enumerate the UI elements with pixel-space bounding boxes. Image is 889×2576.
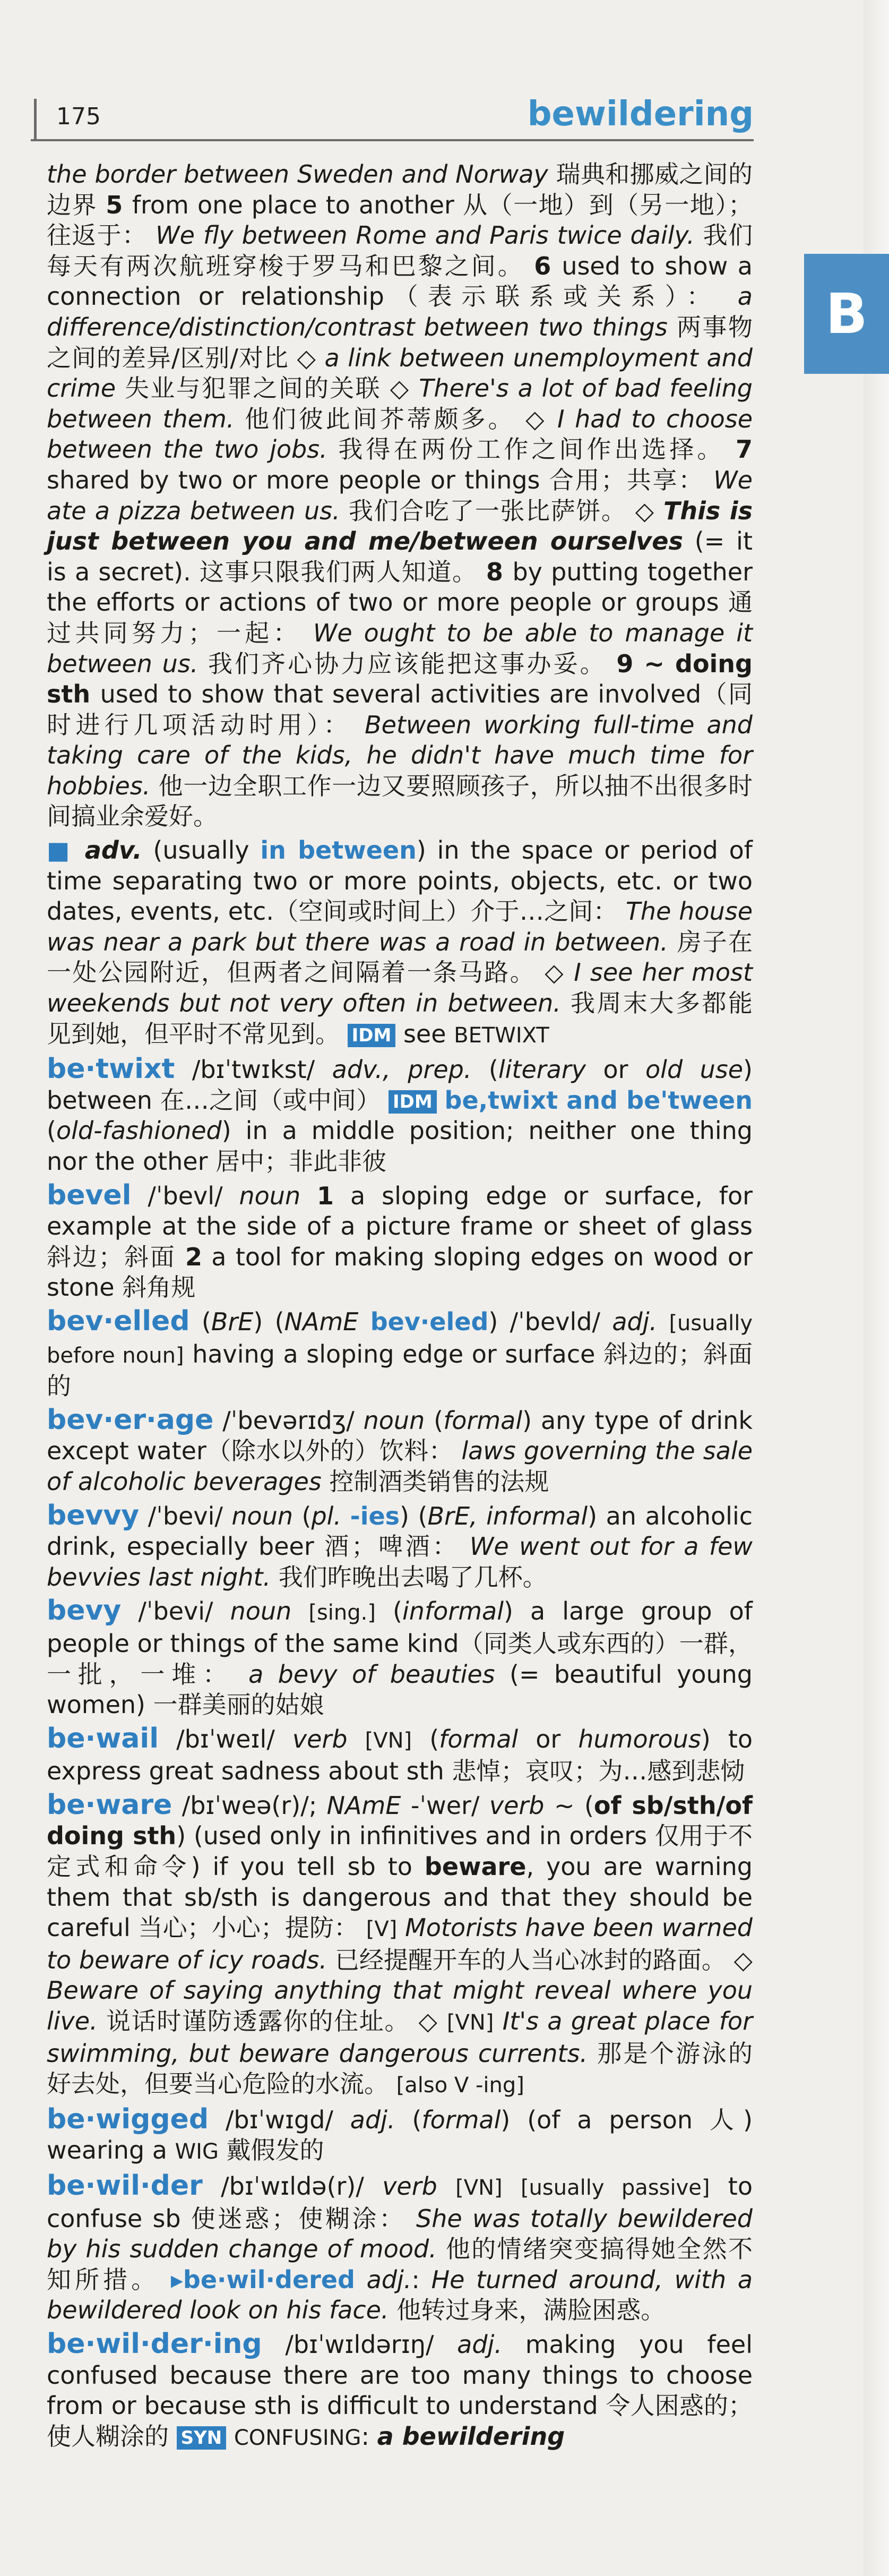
grammar-code: [VN] [446,2010,494,2035]
italic-text: BrE, informal [427,1501,588,1530]
entry-text: ( [375,1597,403,1626]
derived-form: bev·eled [370,1307,489,1336]
italic-text: the border between Sweden and Norway [47,160,556,189]
italic-text: verb [382,2172,437,2201]
running-head: bewildering [527,95,754,134]
headword: bevel [47,1179,132,1211]
entry-text: ( [471,1055,498,1084]
italic-text: adj. [457,2330,502,2359]
entry-text [358,1307,370,1336]
headword: be·twixt [47,1053,175,1085]
cross-reference: CONFUSING [234,2425,361,2450]
entry-text: (= beautiful young women) 一群美丽的姑娘 [47,1659,753,1719]
entry-text: 已经提醒开车的人当心冰封的路面。 ◇ [327,1945,753,1974]
grammar-code: [usually passive] [520,2176,710,2200]
bold-text: 5 [106,190,132,219]
dictionary-entry [47,1405,753,1497]
italic-text: We fly between Rome and Paris twice daily. [156,221,695,250]
entry-text: 我们齐心协力应该能把这事办妥。 [198,649,617,678]
page-edge [864,0,889,2576]
entry-text: /bɪˈwɪldə(r)/ [202,2172,383,2201]
entry-text [355,2265,367,2294]
entry-text: ~ ( [544,1791,594,1820]
entry-text: used to show that several activities are involved（同时进行几项活动时用）： [47,680,753,739]
italic-text: adj. [366,2265,412,2294]
bold-text: 7 [735,435,753,464]
italic-text: a difference/distinction/contrast between two things [47,282,753,341]
italic-text: She was totally bewildered by his sudden change of mood. [47,2204,753,2264]
italic-text: formal [421,2105,501,2134]
italic-text: verb [489,1791,545,1820]
entry-text: 我们合吃了一张比萨饼。 ◇ [340,496,663,525]
italic-text: noun [230,1597,292,1626]
header-vertical-rule [34,99,37,140]
dictionary-entry [47,835,753,1051]
entry-text: ( [189,1307,211,1336]
italic-text: We ate a pizza between us. [47,465,753,525]
entry-text: /bɪˈwɪgd/ [209,2105,350,2134]
italic-text: formal [443,1406,523,1435]
entry-text: from one place to another 从（一地）到（另一地）；往返于： [47,190,753,250]
entry-text [226,2422,234,2451]
italic-text: The house was near a park but there was a road in between. [47,897,753,956]
entry-text: a tool for making sloping edges on wood or stone 斜角规 [47,1242,753,1302]
derived-form: be,twixt and be'tween [444,1085,753,1115]
entry-text: 控制酒类销售的法规 [321,1467,549,1496]
page-number: 175 [56,103,101,130]
grammar-code: [VN] [365,1728,412,1753]
header-rule [31,139,754,141]
entry-text [503,2172,521,2201]
bold-text: 9 ~ doing sth [47,649,753,709]
entry-text [437,2172,455,2201]
entry-text [341,1502,350,1530]
label-badge: SYN [177,2426,227,2450]
entry-text [300,1182,317,1210]
entry-text: ) any type of drink except water（除水以外的）饮料： [47,1406,753,1466]
label-badge: IDM [389,1090,437,1114]
entry-text: 两事物之间的差异/区别/对比 ◇ [47,312,753,372]
entry-text: /bɪˈtwɪkst/ [175,1055,332,1084]
entry-continuation [47,159,753,832]
italic-text: We went out for a few bevvies last night. [47,1532,753,1591]
dictionary-entry [47,1596,753,1720]
entry-text: : [411,2265,431,2294]
italic-text: noun [363,1406,425,1435]
headword: be·wil·der·ing [47,2327,262,2360]
headword: be·wil·der [47,2170,203,2202]
dictionary-entry [47,2171,753,2326]
italic-text: laws governing the sale of alcoholic beverages [47,1436,753,1496]
entry-text: ) between 在…之间（或中间） [47,1055,753,1115]
entry-text: ) a large group of people or things of the same kind（同类人或东西的）一群，一批，一堆： [47,1597,753,1689]
entry-text: ) in the space or period of time separating two or more points, objects, etc. or two dates, events, etc.（空间或时间上）介于…之间： [47,836,753,926]
entry-text: (usually [142,836,261,865]
entry-text: ( [395,2105,422,2134]
italic-text: He turned around, with a bewildered look on his face. [47,2265,753,2325]
italic-text: BrE [211,1307,254,1336]
headword: be·wigged [47,2103,209,2135]
entry-text: 说话时谨防透露你的住址。 ◇ [97,2007,447,2036]
headword: bev·er·age [47,1403,214,1436]
italic-text: NAmE [326,1791,401,1820]
headword: bevy [47,1595,122,1627]
entry-text: ( [47,1116,56,1145]
italic-text: a bevy of beauties [248,1659,495,1689]
italic-text: formal [439,1724,519,1753]
entry-text: having a sloping edge or surface 斜边的；斜面的 [47,1339,753,1401]
dictionary-entry [47,1054,753,1177]
dictionary-entry [47,1180,753,1303]
entry-text: a sloping edge or surface, for example at the side of a picture frame or sheet of glass 斜边；斜面 [47,1181,753,1271]
italic-text: We ought to be able to manage it between us. [47,618,753,678]
entry-text: ) (used only in infinitives and in orders 仅用于不定式和命令) if you tell sb to [47,1821,753,1881]
entry-text: /ˈbevi/ [121,1597,230,1626]
entry-text: ( [412,1724,439,1753]
entry-text: 他的情绪突变搞得她全然不知所措。 [47,2235,753,2294]
italic-text: old-fashioned [56,1116,222,1145]
cross-reference: BETWIXT [454,1023,549,1048]
entry-text: 戴假发的 [218,2136,324,2165]
italic-text: adj. [350,2105,395,2134]
entry-text: by putting together the efforts or actions of two or more people or groups 通过共同努力；一起： [47,557,753,647]
entry-text: 那是个游泳的好去处，但要当心危险的水流。 [47,2039,753,2099]
grammar-code: [also V -ing] [396,2073,524,2098]
bold-italic-text: adv. [84,836,142,865]
italic-text: I had to choose between the two jobs. [47,404,753,464]
entry-text: 我周末大多都能见到她，但平时不常见到。 [47,989,753,1048]
bold-italic-text: This is just between you and me/between ourselves [47,496,753,556]
cross-reference: WIG [175,2139,219,2164]
entry-text: 他转过身来，满脸困惑。 [389,2296,666,2325]
bold-text: beware [424,1852,527,1881]
italic-text: verb [292,1724,348,1753]
entry-text: ( [293,1501,312,1530]
entry-text [348,1725,365,1753]
italic-text: old use [645,1055,744,1084]
entry-text [437,1086,445,1115]
italic-text: noun [231,1501,293,1530]
entry-text: /bɪˈwɪldərɪŋ/ [262,2330,458,2359]
italic-text: humorous [578,1724,701,1753]
italic-text: It's a great place for swimming, but beware dangerous currents. [47,2007,753,2068]
derived-form: -ies [350,1501,400,1530]
entry-text: making you feel confused because there are too many things to choose from or because sth is difficult to understand 令人困惑的；使人糊涂的 [47,2330,753,2451]
headword: bev·elled [47,1305,190,1337]
entry-text: -ˈwer/ [401,1791,489,1820]
italic-text: I see her most weekends but not very often in between. [47,958,753,1018]
entry-text: 他们彼此间芥蒂颇多。 ◇ [234,404,557,433]
entry-text: ) to express great sadness about sth 悲悼；哀叹；为…感到悲恸 [47,1724,753,1786]
italic-text: adj. [612,1307,658,1336]
entry-text: 瑞典和挪威之间的边界 [47,160,753,219]
headword: be·wail [47,1722,159,1755]
entry-text: /bɪˈweɪl/ [159,1724,292,1753]
entry-text: ) (of a person 人) wearing a [47,2105,753,2165]
entry-text: used to show a connection or relationship（表示联系或关系）： [47,251,753,311]
entry-text: 我们昨晚出去喝了几杯。 [271,1562,547,1591]
italic-text: There's a lot of bad feeling between them. [47,374,753,433]
entry-text: to confuse sb 使迷惑；使糊涂： [47,2172,753,2233]
dictionary-entry [47,1306,753,1402]
entry-text: /ˈbevi/ [139,1501,232,1530]
entry-text: ) ( [253,1307,284,1336]
bold-italic-text: a bewildering [377,2421,565,2451]
square-marker: ■ [47,836,85,865]
entry-text: shared by two or more people or things 合用；共享： [47,465,714,494]
bold-text: of sb/sth/of doing sth [47,1791,753,1851]
grammar-code: [sing.] [308,1601,376,1625]
dictionary-entries [47,159,753,2453]
entry-text: 他一边全职工作一边又要照顾孩子，所以抽不出很多时间搞业余爱好。 [47,771,753,831]
label-badge: IDM [348,1024,396,1047]
entry-text: or [518,1724,579,1753]
italic-text: informal [402,1597,504,1626]
derivative-marker: ▸ [170,2265,183,2294]
italic-text: Motorists have been warned to beware of icy roads. [47,1913,753,1974]
thumb-index-tab: B [804,254,889,374]
bold-text: 8 [486,557,513,586]
italic-text: NAmE [284,1307,359,1336]
page-header [31,95,754,142]
entry-text: /ˈbevl/ [131,1181,239,1210]
entry-text: (= it is a secret). 这事只限我们两人知道。 [47,527,753,586]
entry-text: 房子在一处公园附近，但两者之间隔着一条马路。 ◇ [47,927,753,987]
entry-text: , you are warning them that sb/sth is dangerous and that they should be careful 当心；小心；提防： [47,1852,753,1942]
entry-text: ) an alcoholic drink, especially beer 酒；啤酒： [47,1501,753,1561]
italic-text: pl. [311,1501,342,1530]
entry-text: 我得在两份工作之间作出选择。 [327,435,736,464]
entry-text [397,1913,405,1942]
entry-text [494,2007,502,2035]
entry-text: ) /ˈbevld/ [488,1307,612,1336]
entry-text: see [395,1019,454,1048]
dictionary-entry [47,2329,753,2453]
entry-text: /bɪˈweə(r)/; [172,1791,327,1820]
headword: be·ware [47,1788,172,1821]
entry-text: 我们每天有两次航班穿梭于罗马和巴黎之间。 [47,221,753,280]
bold-text: 1 [317,1181,334,1210]
italic-text: noun [239,1181,301,1210]
entry-text: : [361,2421,377,2451]
entry-text: or [586,1055,646,1084]
dictionary-entry [47,2104,753,2168]
italic-text: Between working full-time and taking care of the kids, he didn't have much time for hobbies. [47,710,753,800]
grammar-code: [V] [366,1917,398,1942]
entry-text: ) in a middle position; neither one thing nor the other 居中；非此非彼 [47,1116,753,1176]
bold-text: 2 [185,1242,202,1271]
dictionary-entry [47,1724,753,1787]
entry-text: 失业与犯罪之间的关联 ◇ [116,374,419,403]
entry-text: /ˈbevərɪdʒ/ [213,1406,364,1435]
entry-text: ( [425,1406,444,1435]
entry-text [657,1307,669,1336]
entry-text: ) ( [400,1501,428,1530]
grammar-code: [VN] [455,2176,503,2200]
italic-text: Beware of saying anything that might reveal where you live. [47,1976,753,2036]
headword: bevvy [47,1499,140,1531]
entry-text [291,1597,308,1625]
italic-text: a link between unemployment and crime [47,343,753,403]
dictionary-entry [47,1501,753,1593]
bold-text: 6 [534,251,562,280]
dictionary-entry [47,1790,753,2101]
italic-text: adv., prep. [332,1055,472,1084]
derived-form: in between [260,836,417,865]
derived-form: be·wil·dered [183,2265,355,2294]
italic-text: literary [498,1055,586,1084]
grammar-code: [usually before noun] [47,1311,753,1368]
